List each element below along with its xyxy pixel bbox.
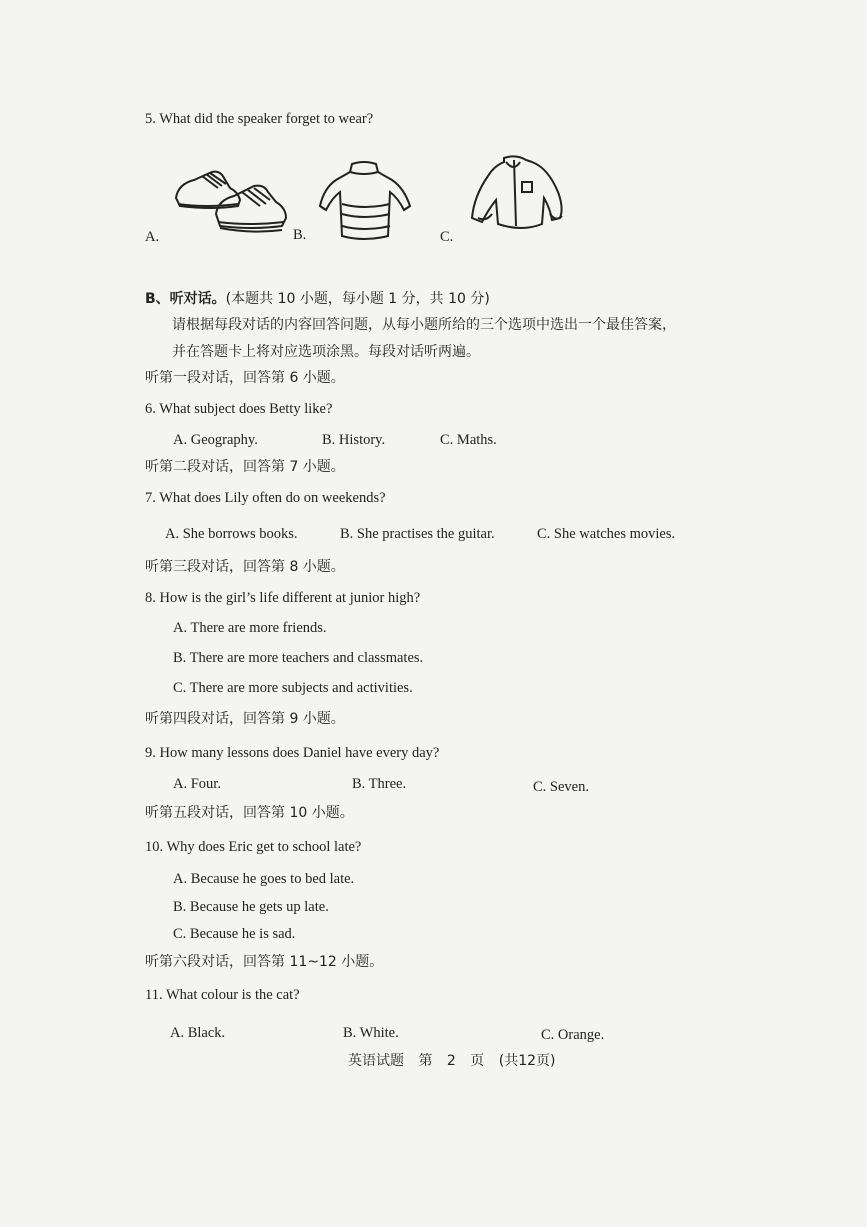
question-7: 7. What does Lily often do on weekends? <box>145 490 386 506</box>
q8-option-a: A. There are more friends. <box>173 620 327 636</box>
footer-total-pages: (共12页) <box>498 1053 556 1069</box>
q11-option-a: A. Black. <box>170 1025 226 1041</box>
shoes-icon <box>172 158 292 238</box>
option-a-label: A. <box>145 229 160 245</box>
q7-option-a: A. She borrows books. <box>165 526 298 542</box>
option-c-label: C. <box>440 229 454 245</box>
dialogue-3-instruction: 听第三段对话，回答第 8 小题。 <box>145 559 345 575</box>
footer-page-suffix: 页 <box>470 1053 485 1069</box>
q11-option-c: C. Orange. <box>541 1027 605 1043</box>
question-8: 8. How is the girl’s life different at junior high? <box>145 590 421 606</box>
section-b-instruction-2: 并在答题卡上将对应选项涂黑。每段对话听两遍。 <box>172 344 480 360</box>
option-b-label: B. <box>293 227 307 243</box>
section-b-scoring: (本题共 10 小题，每小题 1 分，共 10 分) <box>225 291 490 307</box>
footer-subject: 英语试题 <box>348 1053 404 1069</box>
question-5: 5. What did the speaker forget to wear? <box>145 111 374 127</box>
section-b-title: B、听对话。 <box>145 291 226 307</box>
dialogue-2-instruction: 听第二段对话，回答第 7 小题。 <box>145 459 345 475</box>
question-10: 10. Why does Eric get to school late? <box>145 839 362 855</box>
q7-option-b: B. She practises the guitar. <box>340 526 495 542</box>
page-footer <box>348 1050 565 1070</box>
dialogue-1-instruction: 听第一段对话，回答第 6 小题。 <box>145 370 345 386</box>
section-b-instruction-1: 请根据每段对话的内容回答问题，从每小题所给的三个选项中选出一个最佳答案， <box>172 317 676 333</box>
jacket-icon <box>462 152 568 234</box>
q10-option-b: B. Because he gets up late. <box>173 899 329 915</box>
q6-option-a: A. Geography. <box>173 432 258 448</box>
sweater-icon <box>316 158 412 244</box>
question-11: 11. What colour is the cat? <box>145 987 300 1003</box>
q7-option-c: C. She watches movies. <box>537 526 676 542</box>
q9-option-b: B. Three. <box>352 776 407 792</box>
q6-option-c: C. Maths. <box>440 432 497 448</box>
dialogue-5-instruction: 听第五段对话，回答第 10 小题。 <box>145 805 354 821</box>
question-6: 6. What subject does Betty like? <box>145 401 333 417</box>
q8-option-b: B. There are more teachers and classmates. <box>173 650 424 666</box>
q9-option-c: C. Seven. <box>533 779 589 795</box>
footer-page-prefix: 第 <box>418 1053 433 1069</box>
q11-option-b: B. White. <box>343 1025 399 1041</box>
q9-option-a: A. Four. <box>173 776 221 792</box>
q10-option-a: A. Because he goes to bed late. <box>173 871 355 887</box>
question-9: 9. How many lessons does Daniel have every day? <box>145 745 440 761</box>
dialogue-4-instruction: 听第四段对话，回答第 9 小题。 <box>145 711 345 727</box>
dialogue-6-instruction: 听第六段对话，回答第 11~12 小题。 <box>145 954 384 970</box>
q8-option-c: C. There are more subjects and activities. <box>173 680 413 696</box>
footer-page-number: 2 <box>446 1053 456 1069</box>
q6-option-b: B. History. <box>322 432 386 448</box>
section-b-header <box>145 292 490 306</box>
q10-option-c: C. Because he is sad. <box>173 926 296 942</box>
